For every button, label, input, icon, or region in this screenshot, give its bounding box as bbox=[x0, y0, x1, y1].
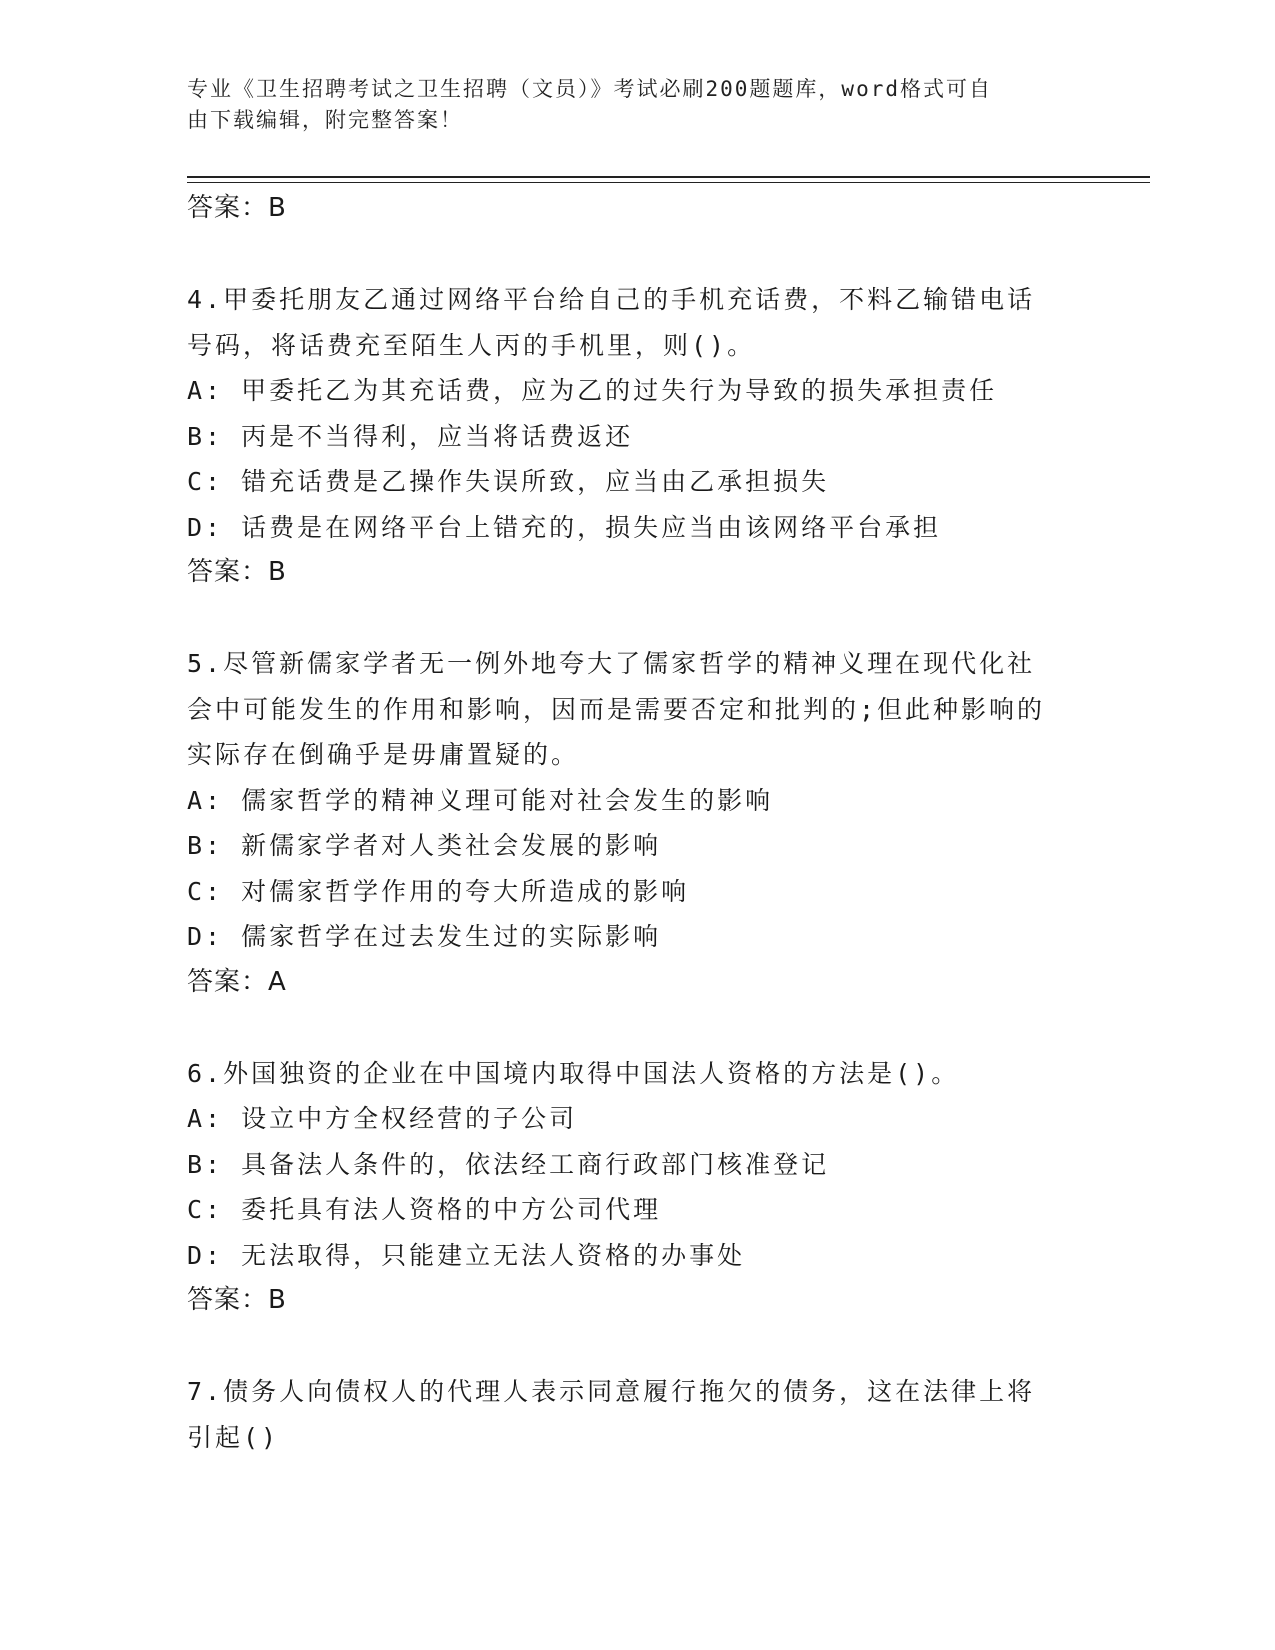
question-stem: 4.甲委托朋友乙通过网络平台给自己的手机充话费，不料乙输错电话 bbox=[187, 285, 1036, 314]
option-b: B: 新儒家学者对人类社会发展的影响 bbox=[187, 831, 662, 860]
option-d: D: 无法取得，只能建立无法人资格的办事处 bbox=[187, 1240, 746, 1270]
option-d: D: 话费是在网络平台上错充的，损失应当由该网络平台承担 bbox=[187, 512, 942, 542]
question-stem: 引起() bbox=[187, 1422, 280, 1452]
spacer bbox=[187, 1324, 1087, 1370]
question-6 bbox=[187, 1051, 1087, 1324]
question-stem: 会中可能发生的作用和影响，因而是需要否定和批判的;但此种影响的 bbox=[187, 694, 1046, 724]
question-stem: 实际存在倒确乎是毋庸置疑的。 bbox=[187, 740, 580, 769]
option-d: D: 儒家哲学在过去发生过的实际影响 bbox=[187, 922, 662, 951]
question-stem: 7.债务人向债权人的代理人表示同意履行拖欠的债务，这在法律上将 bbox=[187, 1377, 1036, 1406]
answer: 答案：B bbox=[187, 557, 287, 587]
question-stem: 号码，将话费充至陌生人丙的手机里，则()。 bbox=[187, 330, 756, 360]
option-b: B: 丙是不当得利，应当将话费返还 bbox=[187, 421, 634, 451]
spacer bbox=[187, 596, 1087, 642]
header-divider-thin bbox=[187, 182, 1150, 183]
option-a: A: 儒家哲学的精神义理可能对社会发生的影响 bbox=[187, 785, 774, 815]
answer: 答案：B bbox=[187, 1285, 287, 1315]
question-stem: 6.外国独资的企业在中国境内取得中国法人资格的方法是()。 bbox=[187, 1058, 960, 1088]
spacer bbox=[187, 232, 1087, 278]
option-b: B: 具备法人条件的，依法经工商行政部门核准登记 bbox=[187, 1149, 830, 1179]
document-header bbox=[187, 74, 1067, 136]
header-line-1: 专业《卫生招聘考试之卫生招聘（文员）》考试必刷200题题库，word格式可自 bbox=[187, 77, 992, 101]
question-5 bbox=[187, 641, 1087, 1005]
header-divider-thick bbox=[187, 176, 1150, 178]
question-list bbox=[187, 186, 1087, 1460]
question-stem: 5.尽管新儒家学者无一例外地夸大了儒家哲学的精神义理在现代化社 bbox=[187, 649, 1036, 678]
question-4 bbox=[187, 277, 1087, 596]
option-c: C: 错充话费是乙操作失误所致，应当由乙承担损失 bbox=[187, 467, 830, 496]
option-a: A: 甲委托乙为其充话费，应为乙的过失行为导致的损失承担责任 bbox=[187, 376, 998, 405]
option-c: C: 对儒家哲学作用的夸大所造成的影响 bbox=[187, 876, 690, 906]
answer: 答案：A bbox=[187, 966, 287, 997]
option-c: C: 委托具有法人资格的中方公司代理 bbox=[187, 1195, 662, 1224]
previous-answer: 答案：B bbox=[187, 193, 287, 223]
question-7 bbox=[187, 1369, 1087, 1460]
header-line-2: 由下载编辑，附完整答案！ bbox=[187, 108, 463, 132]
spacer bbox=[187, 1005, 1087, 1051]
option-a: A: 设立中方全权经营的子公司 bbox=[187, 1104, 578, 1133]
